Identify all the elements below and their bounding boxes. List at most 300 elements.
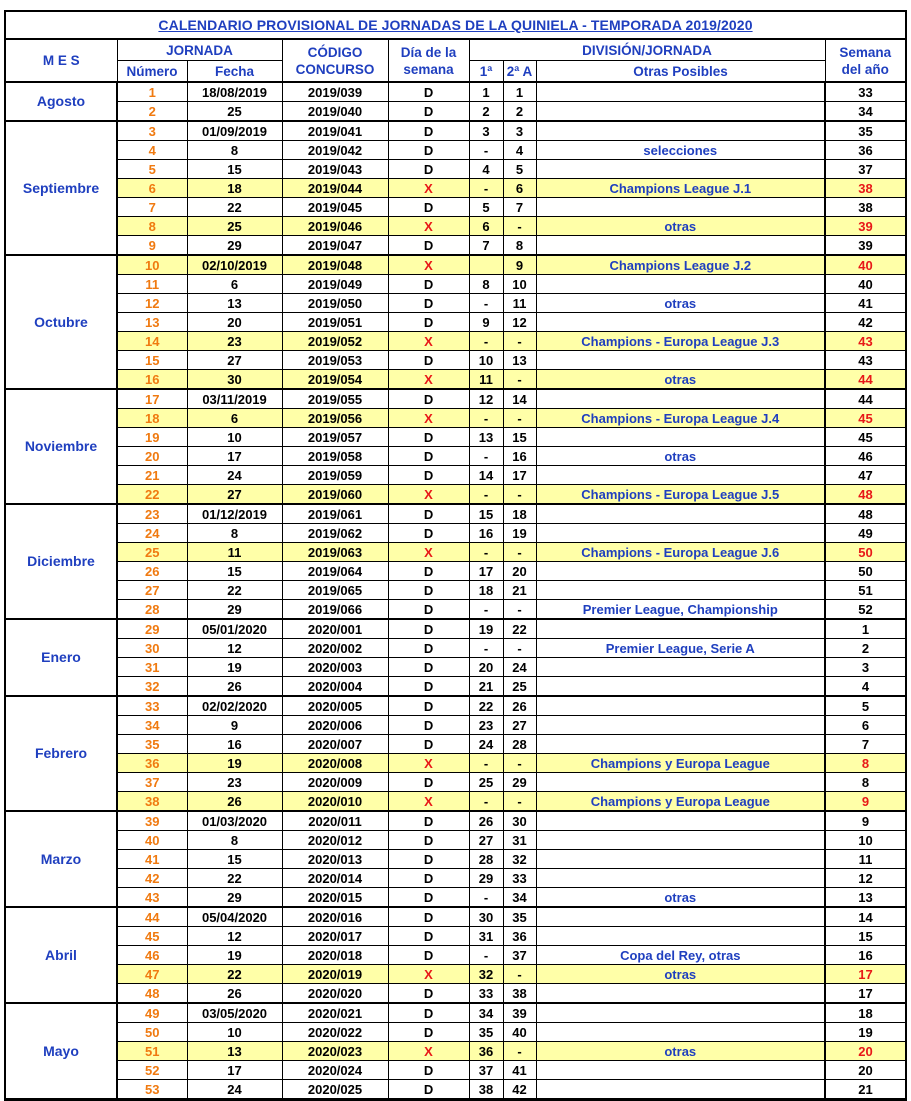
dia-semana: D	[388, 428, 469, 447]
primera-division: 36	[469, 1042, 503, 1061]
codigo-concurso: 2019/045	[282, 198, 388, 217]
table-row	[6, 869, 905, 888]
jornada-fecha: 30	[187, 370, 282, 390]
dia-semana: D	[388, 524, 469, 543]
table-row	[6, 965, 905, 984]
primera-division: 32	[469, 965, 503, 984]
codigo-concurso: 2019/061	[282, 504, 388, 524]
table-row	[6, 428, 905, 447]
dia-semana: D	[388, 946, 469, 965]
dia-semana: D	[388, 313, 469, 332]
segunda-division: 42	[503, 1080, 536, 1099]
primera-division: 33	[469, 984, 503, 1004]
calendar-sheet	[4, 10, 907, 1101]
semana-del-ano: 7	[825, 735, 905, 754]
segunda-division: -	[503, 409, 536, 428]
semana-del-ano: 46	[825, 447, 905, 466]
otras-posibles: otras	[536, 447, 825, 466]
header-jornada: JORNADA	[117, 40, 282, 61]
dia-semana: D	[388, 639, 469, 658]
dia-semana: D	[388, 869, 469, 888]
jornada-numero: 12	[117, 294, 187, 313]
table-row	[6, 600, 905, 620]
table-row	[6, 677, 905, 697]
primera-division: -	[469, 447, 503, 466]
primera-division: 2	[469, 102, 503, 122]
codigo-concurso: 2019/050	[282, 294, 388, 313]
codigo-concurso: 2020/010	[282, 792, 388, 812]
otras-posibles	[536, 1061, 825, 1080]
codigo-concurso: 2019/040	[282, 102, 388, 122]
table-row	[6, 389, 905, 409]
table-row	[6, 658, 905, 677]
semana-del-ano: 2	[825, 639, 905, 658]
dia-semana: X	[388, 409, 469, 428]
jornada-fecha: 10	[187, 1023, 282, 1042]
jornada-fecha: 20	[187, 313, 282, 332]
codigo-concurso: 2019/051	[282, 313, 388, 332]
jornada-fecha: 13	[187, 1042, 282, 1061]
jornada-numero: 37	[117, 773, 187, 792]
otras-posibles	[536, 1003, 825, 1023]
segunda-division: 15	[503, 428, 536, 447]
dia-semana: D	[388, 1003, 469, 1023]
jornada-fecha: 24	[187, 1080, 282, 1099]
jornada-numero: 18	[117, 409, 187, 428]
primera-division: 17	[469, 562, 503, 581]
otras-posibles	[536, 581, 825, 600]
table-row	[6, 524, 905, 543]
segunda-division: 11	[503, 294, 536, 313]
dia-semana: D	[388, 696, 469, 716]
dia-semana: D	[388, 160, 469, 179]
jornada-numero: 47	[117, 965, 187, 984]
codigo-concurso: 2020/021	[282, 1003, 388, 1023]
jornada-fecha: 02/02/2020	[187, 696, 282, 716]
semana-del-ano: 47	[825, 466, 905, 485]
month-label: Abril	[6, 907, 117, 1003]
month-label: Enero	[6, 619, 117, 696]
jornada-numero: 22	[117, 485, 187, 505]
jornada-fecha: 29	[187, 236, 282, 256]
codigo-concurso: 2020/009	[282, 773, 388, 792]
jornada-numero: 34	[117, 716, 187, 735]
jornada-fecha: 01/09/2019	[187, 121, 282, 141]
dia-semana: D	[388, 619, 469, 639]
jornada-numero: 32	[117, 677, 187, 697]
semana-del-ano: 35	[825, 121, 905, 141]
month-label: Septiembre	[6, 121, 117, 255]
otras-posibles	[536, 735, 825, 754]
jornada-fecha: 02/10/2019	[187, 255, 282, 275]
codigo-concurso: 2020/022	[282, 1023, 388, 1042]
jornada-fecha: 22	[187, 869, 282, 888]
semana-del-ano: 16	[825, 946, 905, 965]
segunda-division: 7	[503, 198, 536, 217]
otras-posibles	[536, 351, 825, 370]
header-fecha: Fecha	[187, 61, 282, 83]
dia-semana: X	[388, 965, 469, 984]
semana-del-ano: 43	[825, 351, 905, 370]
otras-posibles	[536, 716, 825, 735]
otras-posibles: Copa del Rey, otras	[536, 946, 825, 965]
jornada-numero: 44	[117, 907, 187, 927]
table-row	[6, 294, 905, 313]
otras-posibles	[536, 236, 825, 256]
semana-del-ano: 38	[825, 198, 905, 217]
jornada-numero: 10	[117, 255, 187, 275]
table-row	[6, 351, 905, 370]
jornada-numero: 25	[117, 543, 187, 562]
dia-semana: D	[388, 716, 469, 735]
table-row	[6, 773, 905, 792]
semana-del-ano: 4	[825, 677, 905, 697]
jornada-numero: 46	[117, 946, 187, 965]
month-label: Octubre	[6, 255, 117, 389]
segunda-division: 17	[503, 466, 536, 485]
otras-posibles: Premier League, Serie A	[536, 639, 825, 658]
otras-posibles: Champions - Europa League J.4	[536, 409, 825, 428]
jornada-numero: 49	[117, 1003, 187, 1023]
dia-semana: D	[388, 121, 469, 141]
jornada-numero: 13	[117, 313, 187, 332]
jornada-fecha: 26	[187, 792, 282, 812]
otras-posibles: Champions y Europa League	[536, 754, 825, 773]
otras-posibles	[536, 773, 825, 792]
header-division: DIVISIÓN/JORNADA	[469, 40, 825, 61]
semana-del-ano: 42	[825, 313, 905, 332]
segunda-division: 3	[503, 121, 536, 141]
jornada-fecha: 22	[187, 581, 282, 600]
table-row	[6, 543, 905, 562]
semana-del-ano: 45	[825, 409, 905, 428]
segunda-division: 20	[503, 562, 536, 581]
segunda-division: 22	[503, 619, 536, 639]
primera-division: -	[469, 332, 503, 351]
otras-posibles	[536, 811, 825, 831]
segunda-division: 5	[503, 160, 536, 179]
jornada-fecha: 19	[187, 946, 282, 965]
otras-posibles	[536, 984, 825, 1004]
primera-division: 3	[469, 121, 503, 141]
otras-posibles	[536, 869, 825, 888]
semana-del-ano: 34	[825, 102, 905, 122]
jornada-numero: 2	[117, 102, 187, 122]
jornada-numero: 27	[117, 581, 187, 600]
primera-division: -	[469, 543, 503, 562]
jornada-numero: 1	[117, 82, 187, 102]
semana-del-ano: 6	[825, 716, 905, 735]
segunda-division: 14	[503, 389, 536, 409]
codigo-concurso: 2019/059	[282, 466, 388, 485]
table-row	[6, 716, 905, 735]
jornada-fecha: 6	[187, 409, 282, 428]
otras-posibles	[536, 160, 825, 179]
segunda-division: 36	[503, 927, 536, 946]
semana-del-ano: 33	[825, 82, 905, 102]
primera-division: 24	[469, 735, 503, 754]
table-row	[6, 1042, 905, 1061]
semana-del-ano: 36	[825, 141, 905, 160]
segunda-division: 34	[503, 888, 536, 908]
jornada-numero: 40	[117, 831, 187, 850]
segunda-division: -	[503, 370, 536, 390]
semana-del-ano: 9	[825, 811, 905, 831]
primera-division: 30	[469, 907, 503, 927]
jornada-numero: 52	[117, 1061, 187, 1080]
primera-division: 9	[469, 313, 503, 332]
jornada-numero: 50	[117, 1023, 187, 1042]
jornada-numero: 17	[117, 389, 187, 409]
segunda-division: 30	[503, 811, 536, 831]
semana-del-ano: 45	[825, 428, 905, 447]
otras-posibles	[536, 562, 825, 581]
table-row	[6, 275, 905, 294]
jornada-numero: 38	[117, 792, 187, 812]
otras-posibles: otras	[536, 1042, 825, 1061]
table-row	[6, 370, 905, 390]
jornada-numero: 45	[117, 927, 187, 946]
jornada-numero: 6	[117, 179, 187, 198]
primera-division: 4	[469, 160, 503, 179]
dia-semana: X	[388, 543, 469, 562]
jornada-fecha: 11	[187, 543, 282, 562]
semana-del-ano: 50	[825, 562, 905, 581]
dia-semana: D	[388, 581, 469, 600]
dia-semana: D	[388, 562, 469, 581]
semana-del-ano: 3	[825, 658, 905, 677]
primera-division	[469, 255, 503, 275]
table-row	[6, 639, 905, 658]
jornada-numero: 36	[117, 754, 187, 773]
semana-del-ano: 39	[825, 217, 905, 236]
segunda-division: -	[503, 217, 536, 236]
table-row	[6, 850, 905, 869]
jornada-fecha: 17	[187, 447, 282, 466]
jornada-numero: 3	[117, 121, 187, 141]
semana-del-ano: 17	[825, 965, 905, 984]
codigo-concurso: 2019/046	[282, 217, 388, 236]
jornada-numero: 9	[117, 236, 187, 256]
jornada-numero: 51	[117, 1042, 187, 1061]
codigo-concurso: 2019/049	[282, 275, 388, 294]
primera-division: 15	[469, 504, 503, 524]
table-row	[6, 562, 905, 581]
codigo-concurso: 2019/064	[282, 562, 388, 581]
jornada-numero: 8	[117, 217, 187, 236]
otras-posibles	[536, 907, 825, 927]
dia-semana: X	[388, 255, 469, 275]
table-row	[6, 696, 905, 716]
segunda-division: 12	[503, 313, 536, 332]
table-row	[6, 927, 905, 946]
primera-division: 8	[469, 275, 503, 294]
codigo-concurso: 2019/065	[282, 581, 388, 600]
segunda-division: 1	[503, 82, 536, 102]
otras-posibles	[536, 1080, 825, 1099]
primera-division: 21	[469, 677, 503, 697]
dia-semana: D	[388, 236, 469, 256]
primera-division: 35	[469, 1023, 503, 1042]
otras-posibles	[536, 850, 825, 869]
segunda-division: 13	[503, 351, 536, 370]
jornada-fecha: 23	[187, 332, 282, 351]
dia-semana: X	[388, 792, 469, 812]
semana-del-ano: 18	[825, 1003, 905, 1023]
semana-del-ano: 17	[825, 984, 905, 1004]
table-row	[6, 236, 905, 256]
jornada-numero: 4	[117, 141, 187, 160]
codigo-concurso: 2020/012	[282, 831, 388, 850]
jornada-numero: 31	[117, 658, 187, 677]
codigo-concurso: 2019/062	[282, 524, 388, 543]
semana-del-ano: 13	[825, 888, 905, 908]
jornada-fecha: 25	[187, 217, 282, 236]
semana-del-ano: 48	[825, 485, 905, 505]
semana-del-ano: 39	[825, 236, 905, 256]
jornada-numero: 43	[117, 888, 187, 908]
otras-posibles: Champions League J.1	[536, 179, 825, 198]
primera-division: 28	[469, 850, 503, 869]
semana-del-ano: 1	[825, 619, 905, 639]
semana-del-ano: 19	[825, 1023, 905, 1042]
otras-posibles	[536, 82, 825, 102]
jornada-numero: 48	[117, 984, 187, 1004]
dia-semana: X	[388, 217, 469, 236]
semana-del-ano: 40	[825, 275, 905, 294]
dia-semana: D	[388, 735, 469, 754]
segunda-division: -	[503, 332, 536, 351]
table-row	[6, 735, 905, 754]
codigo-concurso: 2020/008	[282, 754, 388, 773]
otras-posibles	[536, 121, 825, 141]
segunda-division: 10	[503, 275, 536, 294]
jornada-fecha: 22	[187, 965, 282, 984]
segunda-division: 8	[503, 236, 536, 256]
otras-posibles	[536, 198, 825, 217]
jornada-numero: 23	[117, 504, 187, 524]
jornada-numero: 28	[117, 600, 187, 620]
table-body	[6, 82, 905, 1099]
otras-posibles: Champions - Europa League J.3	[536, 332, 825, 351]
codigo-concurso: 2019/047	[282, 236, 388, 256]
jornada-fecha: 17	[187, 1061, 282, 1080]
codigo-concurso: 2019/042	[282, 141, 388, 160]
table-row	[6, 907, 905, 927]
primera-division: -	[469, 888, 503, 908]
codigo-concurso: 2020/024	[282, 1061, 388, 1080]
jornada-numero: 39	[117, 811, 187, 831]
segunda-division: 24	[503, 658, 536, 677]
primera-division: -	[469, 294, 503, 313]
codigo-concurso: 2019/048	[282, 255, 388, 275]
jornada-numero: 19	[117, 428, 187, 447]
jornada-fecha: 12	[187, 639, 282, 658]
dia-semana: D	[388, 466, 469, 485]
table-row	[6, 198, 905, 217]
jornada-numero: 5	[117, 160, 187, 179]
jornada-fecha: 15	[187, 562, 282, 581]
segunda-division: -	[503, 639, 536, 658]
segunda-division: -	[503, 543, 536, 562]
primera-division: 5	[469, 198, 503, 217]
segunda-division: 41	[503, 1061, 536, 1080]
jornada-numero: 53	[117, 1080, 187, 1099]
table-row	[6, 811, 905, 831]
segunda-division: -	[503, 754, 536, 773]
segunda-division: 27	[503, 716, 536, 735]
codigo-concurso: 2019/058	[282, 447, 388, 466]
primera-division: -	[469, 485, 503, 505]
jornada-fecha: 03/11/2019	[187, 389, 282, 409]
jornada-fecha: 9	[187, 716, 282, 735]
otras-posibles	[536, 102, 825, 122]
primera-division: 13	[469, 428, 503, 447]
semana-del-ano: 15	[825, 927, 905, 946]
segunda-division: -	[503, 1042, 536, 1061]
table-row	[6, 447, 905, 466]
segunda-division: 31	[503, 831, 536, 850]
jornada-fecha: 13	[187, 294, 282, 313]
table-row	[6, 141, 905, 160]
codigo-concurso: 2020/018	[282, 946, 388, 965]
segunda-division: 18	[503, 504, 536, 524]
segunda-division: -	[503, 600, 536, 620]
table-row	[6, 1061, 905, 1080]
jornada-fecha: 18	[187, 179, 282, 198]
otras-posibles: otras	[536, 294, 825, 313]
otras-posibles: Champions - Europa League J.5	[536, 485, 825, 505]
segunda-division: 16	[503, 447, 536, 466]
segunda-division: 35	[503, 907, 536, 927]
semana-del-ano: 40	[825, 255, 905, 275]
semana-del-ano: 41	[825, 294, 905, 313]
codigo-concurso: 2019/060	[282, 485, 388, 505]
table-row	[6, 792, 905, 812]
jornada-fecha: 8	[187, 524, 282, 543]
table-row	[6, 217, 905, 236]
header-primera: 1ª	[469, 61, 503, 83]
semana-del-ano: 8	[825, 773, 905, 792]
segunda-division: 32	[503, 850, 536, 869]
jornada-fecha: 24	[187, 466, 282, 485]
jornada-fecha: 03/05/2020	[187, 1003, 282, 1023]
primera-division: -	[469, 141, 503, 160]
codigo-concurso: 2020/014	[282, 869, 388, 888]
jornada-fecha: 23	[187, 773, 282, 792]
primera-division: -	[469, 179, 503, 198]
semana-del-ano: 20	[825, 1061, 905, 1080]
month-label: Mayo	[6, 1003, 117, 1099]
primera-division: 12	[469, 389, 503, 409]
jornada-fecha: 15	[187, 160, 282, 179]
codigo-concurso: 2019/066	[282, 600, 388, 620]
jornada-fecha: 29	[187, 600, 282, 620]
dia-semana: D	[388, 275, 469, 294]
segunda-division: 33	[503, 869, 536, 888]
segunda-division: 26	[503, 696, 536, 716]
month-label: Noviembre	[6, 389, 117, 504]
codigo-concurso: 2020/019	[282, 965, 388, 984]
jornada-fecha: 19	[187, 658, 282, 677]
otras-posibles: otras	[536, 965, 825, 984]
table-row	[6, 1023, 905, 1042]
primera-division: 20	[469, 658, 503, 677]
jornada-fecha: 05/04/2020	[187, 907, 282, 927]
semana-del-ano: 37	[825, 160, 905, 179]
otras-posibles	[536, 831, 825, 850]
jornada-numero: 33	[117, 696, 187, 716]
